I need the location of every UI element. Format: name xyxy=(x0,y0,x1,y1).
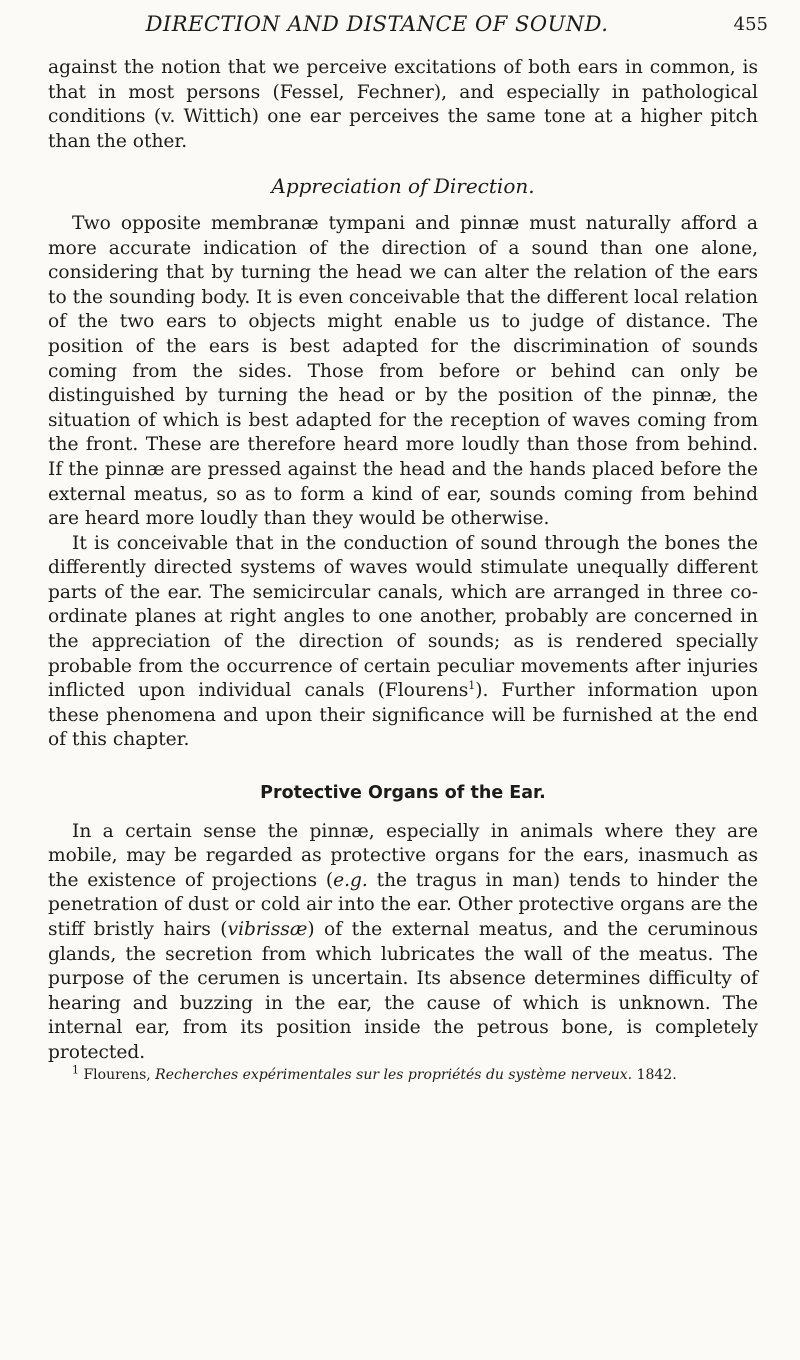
body-text xyxy=(48,56,758,1084)
footnote-title: Recherches expérimentales sur les propriétés du système nerveux. xyxy=(155,1066,633,1083)
paragraph-bone-conduction-tail: ). Further information upon these phenomena and upon their significance will be furnished at the end of this chapter. xyxy=(48,680,758,751)
paragraph-protective-text-a: In a certain sense the pinnæ, especially in animals where they are mobile, may be regarded as protective organs for the ears, inasmuch as the existence of projections ( xyxy=(48,820,758,891)
footnote-author: Flourens, xyxy=(83,1066,151,1083)
paragraph-protective-text-c: ) of the external meatus, and the ceruminous glands, the secretion from which lubricates the wall of the meatus. The purpose of the cerumen is uncertain. Its absence determines difficulty of hearing and buzzing in the ear, the cause of which is unknown. The internal ear, from its position inside the petrous bone, is completely protected. xyxy=(48,919,758,1063)
footnote-reference: 1 xyxy=(468,679,476,693)
paragraph-protective-eg: e.g. xyxy=(333,869,368,891)
paragraph-bone-conduction xyxy=(48,532,758,753)
page-number: 455 xyxy=(733,14,768,35)
paragraph-protective-text-b: the tragus in man) tends to hinder the penetration of dust or cold air into the ear. Other protective organs are the stiff bristly hairs ( xyxy=(48,869,758,940)
paragraph-direction: Two opposite membranæ tympani and pinnæ must naturally afford a more accurate indication of the direction of a sound than one alone, considering that by turning the head we can alter the relation of the ears to the sounding body. It is even conceivable that the different local relation of the two ears to objects might enable us to judge of distance. The position of the ears is best adapted for the discrimination of sounds coming from the sides. Those from before or behind can only be distinguished by turning the head or by the position of the pinnæ, the situation of which is best adapted for the reception of waves coming from the front. These are therefore heard more loudly than those from behind. If the pinnæ are pressed against the head and the hands placed before the external meatus, so as to form a kind of ear, sounds coming from behind are heard more loudly than they would be otherwise. xyxy=(48,212,758,530)
footnote-year: 1842. xyxy=(636,1066,677,1083)
heading-protective-organs: Protective Organs of the Ear. xyxy=(260,783,546,804)
paragraph-protective-vibrissae: vibrissæ xyxy=(227,919,308,940)
paragraph-bone-conduction-text: It is conceivable that in the conduction of sound through the bones the differently directed systems of waves would stimulate unequally different parts of the ear. The semicircular canals, which are arranged in three co-ordinate planes at right angles to one another, probably are concerned in the appreciation of the direction of sounds; as is rendered specially probable from the occurrence of certain peculiar movements after injuries inflicted upon individual canals (Flourens xyxy=(48,532,758,702)
running-head-title: DIRECTION AND DISTANCE OF SOUND. xyxy=(145,12,609,36)
paragraph-continuation: against the notion that we perceive excitations of both ears in common, is that in most persons (Fessel, Fechner), and especially in pathological conditions (v. Wittich) one ear perceives the same tone at a higher pitch than the other. xyxy=(48,57,758,152)
footnote xyxy=(48,1062,758,1084)
footnote-marker: 1 xyxy=(72,1062,79,1076)
paragraph-protective-organs xyxy=(48,820,758,1066)
heading-appreciation-of-direction: Appreciation of Direction. xyxy=(271,174,535,199)
